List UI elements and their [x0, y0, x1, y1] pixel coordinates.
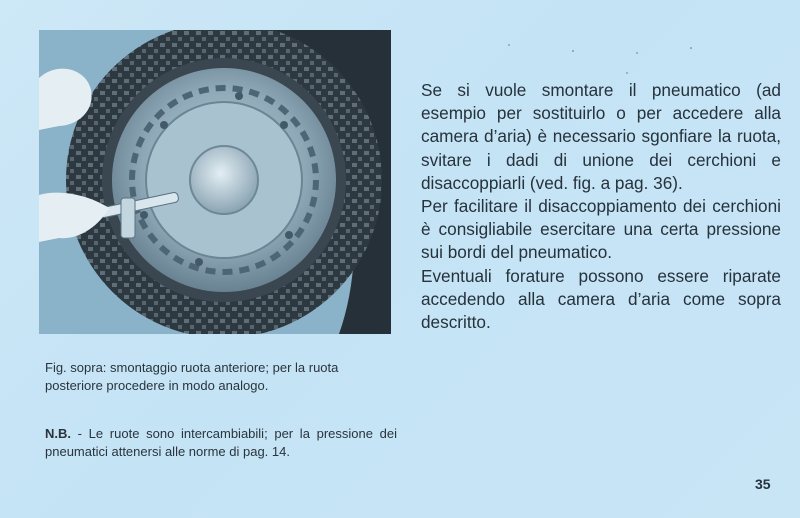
paragraph-punctures: Eventuali forature possono essere riparate accedendo alla camera d’aria come sopra descritto.	[421, 265, 781, 333]
bolt	[160, 121, 168, 129]
print-speck	[626, 72, 628, 74]
bolt	[280, 121, 288, 129]
paragraph-remove-tyre: Se si vuole smontare il pneumatico (ad esempio per sostituirlo o per accedere alla camera d’aria) è necessario sgonfiare la ruota, svitare i dadi di unione dei cerchioni e disaccoppiarli (ved. fig. a pag. 36).	[421, 80, 781, 193]
bolt	[285, 231, 293, 239]
body-text	[421, 79, 781, 334]
bolt	[140, 211, 148, 219]
wheel-photo	[39, 30, 391, 334]
bolt	[195, 258, 203, 266]
print-speck	[508, 44, 510, 46]
paragraph-decouple-rims: Per facilitare il disaccoppiamento dei cerchioni è consigliabile esercitare una certa pressione sui bordi del pneumatico.	[421, 196, 781, 263]
socket-wrench	[121, 198, 135, 238]
bolt	[235, 92, 243, 100]
wheel-illustration	[39, 30, 391, 334]
print-speck	[572, 50, 574, 52]
figure-caption: Fig. sopra: smontaggio ruota anteriore; per la ruota posteriore procedere in modo analogo.	[45, 360, 339, 393]
print-speck	[636, 52, 638, 54]
note	[45, 425, 397, 460]
note-label: N.B.	[45, 426, 71, 441]
page-number: 35	[755, 476, 771, 492]
print-speck	[690, 47, 692, 49]
hub-cap	[190, 146, 258, 214]
note-text: - Le ruote sono intercambiabili; per la pressione dei pneumatici attenersi alle norme di pag. 14.	[45, 426, 397, 459]
